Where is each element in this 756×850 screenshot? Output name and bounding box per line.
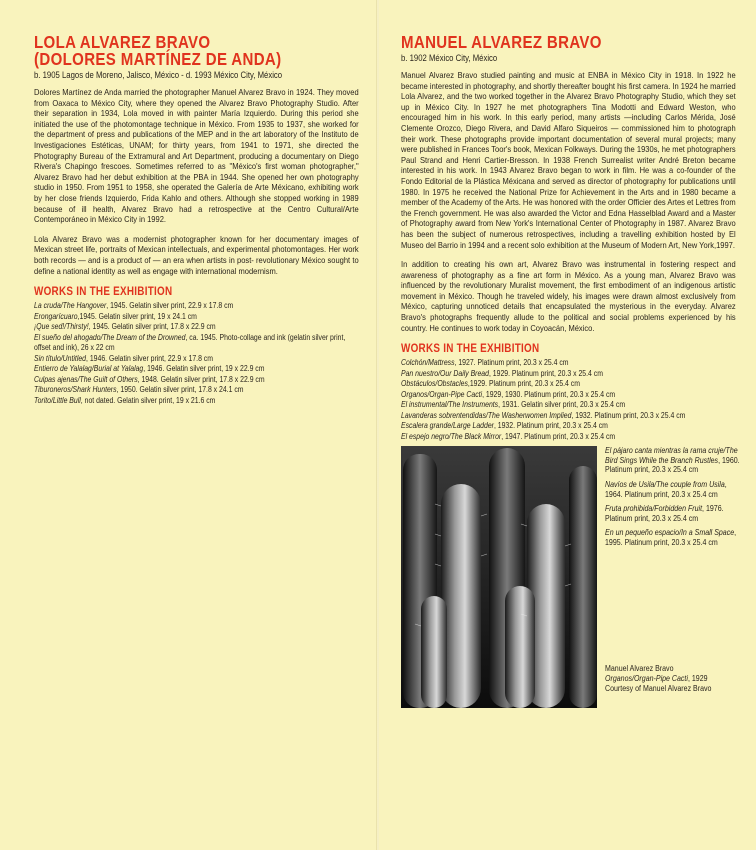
work-item (401, 400, 735, 411)
work-item (605, 446, 740, 475)
work-item (605, 528, 740, 547)
biography-paragraph (34, 87, 359, 225)
left-page (0, 0, 377, 850)
work-item (401, 358, 735, 369)
work-title: Sin título/Untitled (34, 353, 87, 363)
work-details: , 1964. Platinum print, 20.3 x 25.4 cm (605, 480, 727, 499)
biography-paragraph (34, 234, 359, 276)
work-details: , 1960. Platinum print, 20.3 x 25.4 cm (605, 455, 740, 475)
right-page (379, 0, 756, 850)
artist-life-dates: b. 1905 Lagos de Moreno, Jalisco, México - d. 1993 México City, México (34, 70, 283, 80)
work-title: El sueño del ahogado/The Dream of the Drowned (34, 332, 186, 342)
work-details: , 1931. Gelatin silver print, 20.3 x 25.4 cm (498, 400, 626, 410)
work-item (401, 421, 735, 432)
work-details: , 1929. Platinum print, 20.3 x 25.4 cm (488, 368, 603, 378)
works-list (34, 301, 359, 406)
work-title: En un pequeño espacio/In a Small Space (605, 528, 735, 538)
artist-name-manuel: MANUEL ALVAREZ BRAVO (401, 32, 602, 52)
credit-year: , 1929 (687, 674, 708, 684)
work-details: , ca. 1945. Photo-collage and ink (gelatin silver print, offset and ink), 26 x 22 cm (34, 332, 346, 353)
work-title: Pan nuestro/Our Daily Bread (401, 368, 489, 378)
work-item (34, 333, 358, 354)
work-title: Culpas ajenas/The Guilt of Others (34, 374, 138, 384)
work-title: La cruda/The Hangover (34, 301, 107, 311)
work-item (34, 322, 358, 333)
works-heading: WORKS IN THE EXHIBITION (34, 286, 173, 299)
side-works-list (605, 446, 740, 552)
work-title: Erongarícuaro (34, 311, 78, 321)
work-details: , 1946. Gelatin silver print, 22.9 x 17.8 cm (86, 353, 213, 363)
work-item (401, 379, 735, 390)
work-title: Escalera grande/Large Ladder (401, 421, 494, 431)
biography-text: Manuel Alvarez Bravo studied painting and music at ENBA in México City in 1918. In 1922 he became interested in photography, and shortly thereafter bought his first camera. In 1924 he married Lola Alvarez, and the two worked together in the Alvarez Bravo Photography Studio, which they set up in México City. In 1927 he met photographers Tina Modotti and Edward Weston, who encouraged him in his work. In this early period, many artists —including Carlos Mérida, José Clemente Orozco, Diego Rivera, and David Alfaro Siqueiros — commissioned him to photograph their work. These photographs provide important documentation of several mural projects; many were published in Frances Toor's book, Mexican Folkways. During the 1930s, he met photographers Paul Strand and Henri Cartier-Bresson. In 1938 French Surrealist writer André Breton became interested in his work. In 1943 Alvarez Bravo began to work in film. He was a co-founder of the Fondo Editorial de la Plástica Méxicana and served as director of photography for publications until 1980. In 1975 he received the National Prize for Achievement in the Arts and in 1980 became a member of the Academy of the Arts. He was honored with the order Officier des Artes et Lettres from the French government. He was also awarded the Victor and Edna Hasselblad Award and a Master of Photography award from New York's International Center of Photography in 1987. Alvarez Bravo has been the subject of numerous retrospectives, including a travelling exhibition hosted by El Museo del Barrio in 1994 and a recent solo exhibition at the Museum of Modern Art, New York,1997. (401, 70, 736, 250)
work-details: , 1932. Platinum print, 20.3 x 25.4 cm (493, 421, 608, 431)
work-title: Obstáculos/Obstacles (401, 379, 468, 389)
biography-text: Lola Alvarez Bravo was a modernist photographer known for her documentary images of Mexican street life, portraits of Mexican intellectuals, and experimental photomontages. Her work both records — and is a product of — an era when artists in post- revolutionary México sought to define a national identity as well as engage with international modernism. (34, 233, 359, 276)
work-item (34, 301, 358, 312)
work-title: El espejo negro/The Black Mirror (401, 431, 502, 441)
work-details: , not dated. Gelatin silver print, 19 x 21.6 cm (80, 395, 216, 405)
work-item (605, 480, 740, 499)
works-heading: WORKS IN THE EXHIBITION (401, 343, 540, 356)
work-item (401, 432, 735, 443)
biography-paragraph (401, 70, 736, 250)
work-item (401, 390, 735, 401)
cactus-photo-image (401, 446, 597, 708)
work-item (34, 375, 358, 386)
work-item (34, 364, 358, 375)
work-title: Navíos de Usila/The couple from Usila (605, 480, 725, 490)
photo-credit (605, 664, 755, 694)
work-title: Entierro de Yalalag/Burial at Yalalag (34, 364, 144, 374)
work-title: Tiburoneros/Shark Hunters (34, 385, 117, 395)
work-details: , 1947. Platinum print, 20.3 x 25.4 cm (501, 431, 616, 441)
work-item (401, 411, 735, 422)
artist-birthname: (DOLORES MARTÍNEZ DE ANDA) (34, 49, 282, 69)
work-details: , 1927. Platinum print, 20.3 x 25.4 cm (454, 358, 569, 368)
work-details: , 1976. Platinum print, 20.3 x 25.4 cm (605, 504, 724, 523)
credit-courtesy: Courtesy of Manuel Alvarez Bravo (605, 684, 712, 694)
work-details: , 1945. Gelatin silver print, 22.9 x 17.8 cm (106, 301, 234, 311)
work-item (34, 354, 358, 365)
work-details: ,1945. Gelatin silver print, 19 x 24.1 cm (77, 311, 197, 321)
biography-text: In addition to creating his own art, Alvarez Bravo was instrumental in fostering respect and awareness of photography as a fine art form in México. As a young man, Alvarez Bravo was influenced by the revolutionary Muralist movement, the first embodiment of an indigenous artistic movement in México. Though he traveled widely, his images were drawn almost exclusively from México, capturing unnoticed details that encapsulated the mysterious in the everyday. Alvarez Bravo's photographs frequently allude to the political and social problems experienced by his country. He continues to work today in Coyoacán, México. (401, 259, 736, 333)
work-title: Organos/Organ-Pipe Cacti (401, 389, 483, 399)
work-title: Lavanderas sobrentendidas/The Washerwomen Implied (401, 410, 572, 420)
credit-title: Organos/Organ-Pipe Cacti (605, 674, 688, 684)
work-details: , 1929, 1930. Platinum print, 20.3 x 25.4 cm (482, 389, 616, 399)
work-item (34, 385, 358, 396)
photo-section (401, 446, 740, 708)
biography-text: Dolores Martínez de Anda married the photographer Manuel Alvarez Bravo in 1924. They moved from Oaxaca to México City, where they opened the Alvarez Bravo Photography Studio. After their separation in 1934, Lola moved in with painter María Izquierdo. During this period she initiated the use of the photomontage technique in México. From 1935 to 1937, she worked for the department of press and publications of the MEP and in the art laboratory of the Instituto de Investigaciones Estéticas, UNAM; for thirty years, from 1941 to 1971, she directed the Photography Bureau of the Extramural and Art Department, producing a documentary on Diego Rivera's Chapingo frescoes. Sometimes referred to as "México's first woman photographer," Alvarez Bravo had her debut exhibition at the PBA in 1944. She opened her own photography studio in 1950. From 1951 to 1958, she operated the Galería de Arte Méxicano, exhibiting work by her close friends Izquierdo, Frida Kahlo and others. Although she stopped working in 1989 because of ill health, Alvarez Bravo had a retrospective at the Centro Cultural/Arte Contemporáneo in México City in 1992. (34, 87, 359, 225)
work-details: , 1945. Gelatin silver print, 17.8 x 22.9 cm (88, 322, 216, 332)
work-details: , 1950. Gelatin silver print, 17.8 x 24.1 cm (116, 385, 244, 395)
work-details: , 1932. Platinum print, 20.3 x 25.4 cm (571, 410, 686, 420)
work-item (34, 396, 358, 407)
work-title: Torito/Little Bull (34, 395, 81, 405)
artist-name-lola: LOLA ALVAREZ BRAVO (34, 32, 211, 52)
work-title: El pájaro canta mientras la rama cruje/The Bird Sings While the Branch Rustles (605, 446, 738, 465)
work-title: ¡Que sed!/Thirsty! (34, 322, 89, 332)
biography-paragraph (401, 259, 736, 333)
work-title: Fruta prohibida/Forbidden Fruit (605, 504, 703, 514)
cactus-photograph (401, 446, 597, 708)
work-details: , 1948. Gelatin silver print, 17.8 x 22.9 cm (137, 374, 265, 384)
work-title: El instrumental/The Instruments (401, 400, 499, 410)
work-details: , 1946. Gelatin silver print, 19 x 22.9 cm (143, 364, 265, 374)
work-item (401, 369, 735, 380)
credit-artist: Manuel Alvarez Bravo (605, 664, 674, 674)
work-item (605, 504, 740, 523)
work-item (34, 312, 358, 323)
artist-life-dates: b. 1902 México City, México (401, 53, 498, 63)
work-details: ,1929. Platinum print, 20.3 x 25.4 cm (467, 379, 580, 389)
work-details: , 1995. Platinum print, 20.3 x 25.4 cm (605, 528, 737, 547)
credit-title-line (605, 674, 755, 684)
work-title: Colchón/Mattress (401, 358, 455, 368)
works-list (401, 358, 736, 442)
